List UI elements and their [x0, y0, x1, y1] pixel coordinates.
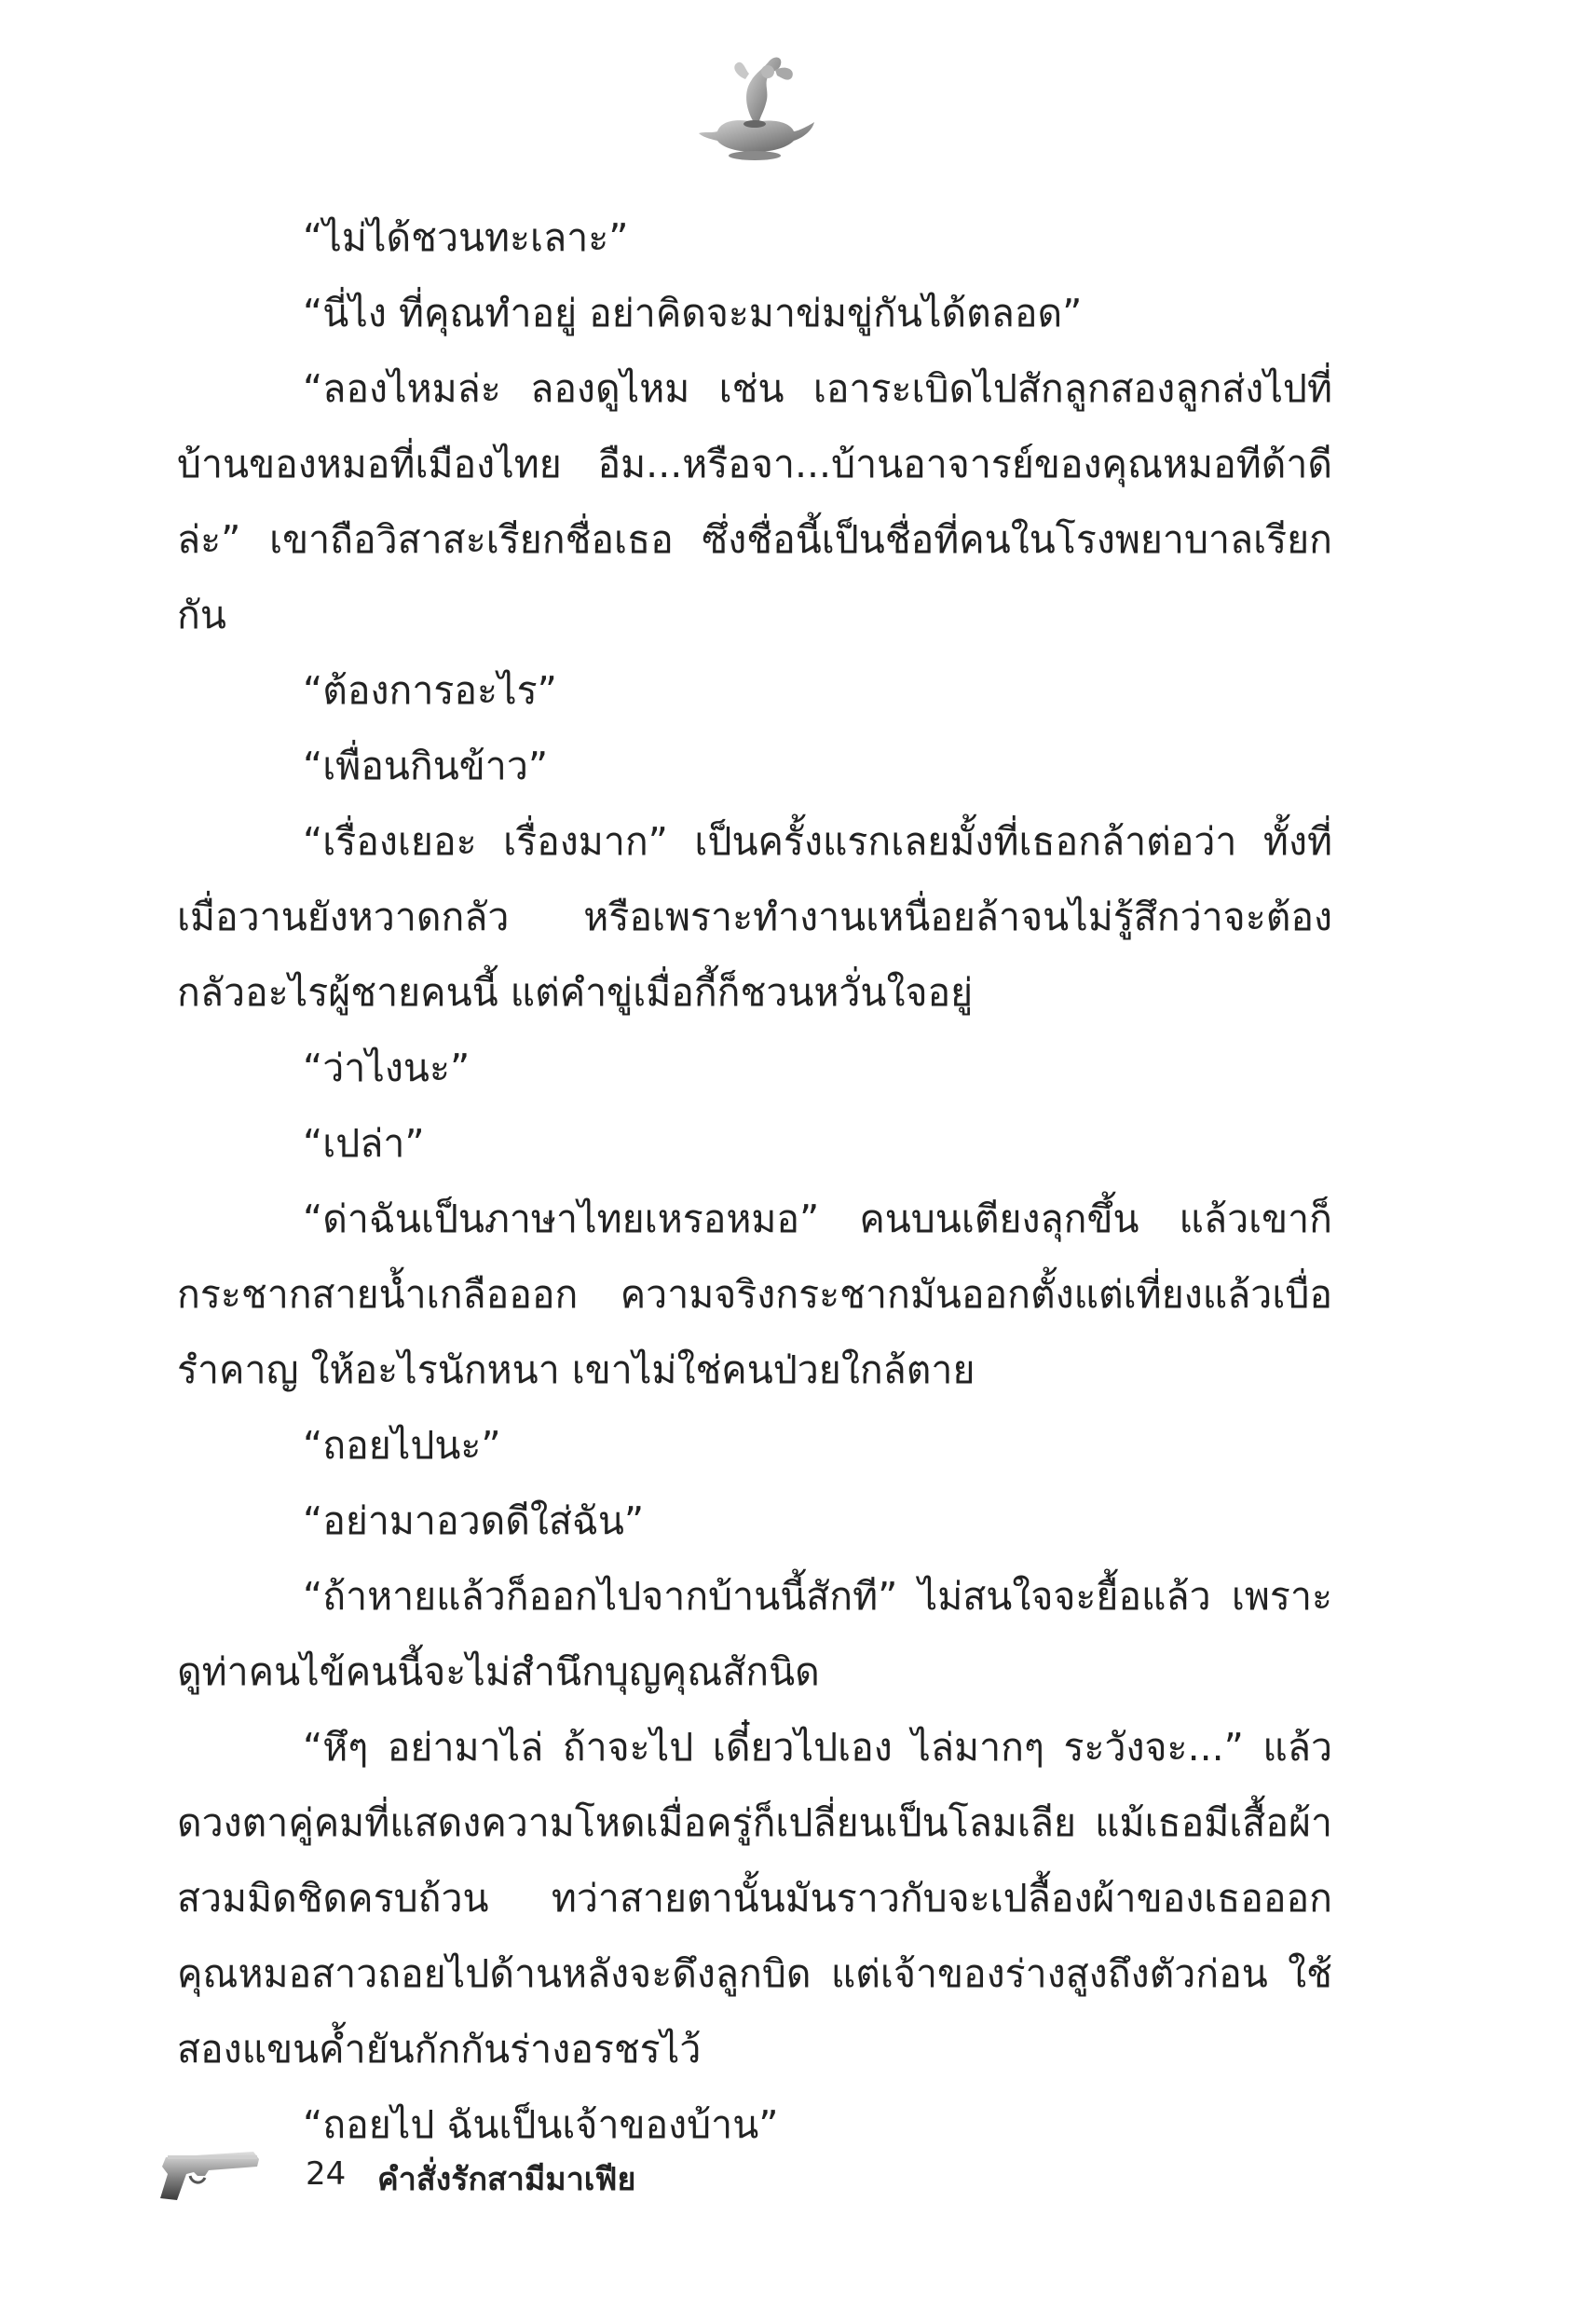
- paragraph: “ไม่ได้ชวนทะเลาะ”: [303, 215, 629, 260]
- paragraph: “ถอยไปนะ”: [303, 1423, 501, 1468]
- paragraph: “ด่าฉันเป็นภาษาไทยเหรอหมอ” คนบนเตียงลุกขึ้น แล้วเขาก็กระชากสายน้ำเกลือออก ความจริงกระชากมันออกตั้งแต่เที่ยงแล้วเบื่อ รำคาญ ให้อะไรนักหนา เขาไม่ใช่คนป่วยใกล้ตาย: [177, 1197, 1332, 1392]
- pistol-icon: [149, 2139, 270, 2213]
- paragraph: “เปล่า”: [303, 1121, 425, 1166]
- chapter-text: [177, 200, 1332, 2163]
- paragraph: “นี่ไง ที่คุณทำอยู่ อย่าคิดจะมาข่มขู่กันได้ตลอด”: [303, 291, 1083, 335]
- paragraph: “หึๆ อย่ามาไล่ ถ้าจะไป เดี๋ยวไปเอง ไล่มากๆ ระวังจะ...” แล้วดวงตาคู่คมที่แสดงความโหดเมื่อครู่ก็เปลี่ยนเป็นโลมเลีย แม้เธอมีเสื้อผ้าสวมมิดชิดครบถ้วน ทว่าสายตานั้นมันราวกับจะเปลื้องผ้าของเธอออก คุณหมอสาวถอยไปด้านหลังจะดึงลูกบิด แต่เจ้าของร่างสูงถึงตัวก่อน ใช้สองแขนค้ำยันกักกันร่างอรชรไว้: [177, 1725, 1332, 2072]
- paragraph: “เรื่องเยอะ เรื่องมาก” เป็นครั้งแรกเลยมั้งที่เธอกล้าต่อว่า ทั้งที่เมื่อวานยังหวาดกลัว หรือเพราะทำงานเหนื่อยล้าจนไม่รู้สึกว่าจะต้องกลัวอะไรผู้ชายคนนี้ แต่คำขู่เมื่อกี้ก็ชวนหวั่นใจอยู่: [177, 819, 1332, 1015]
- paragraph: “ต้องการอะไร”: [303, 668, 557, 713]
- paragraph: “ถ้าหายแล้วก็ออกไปจากบ้านนี้สักที” ไม่สนใจจะยื้อแล้ว เพราะดูท่าคนไข้คนนี้จะไม่สำนึกบุญคุณสักนิด: [177, 1574, 1332, 1694]
- paragraph: “เพื่อนกินข้าว”: [303, 744, 549, 788]
- book-title: คำสั่งรักสามีมาเฟีย: [377, 2161, 636, 2198]
- magic-lamp-genie-icon: [689, 51, 820, 163]
- page-footer: [149, 2139, 801, 2213]
- paragraph: “อย่ามาอวดดีใส่ฉัน”: [303, 1498, 645, 1543]
- paragraph: “ว่าไงนะ”: [303, 1046, 471, 1090]
- paragraph: “ถอยไป ฉันเป็นเจ้าของบ้าน”: [303, 2102, 779, 2147]
- page-number: 24: [306, 2155, 347, 2193]
- paragraph: “ลองไหมล่ะ ลองดูไหม เช่น เอาระเบิดไปสักลูกสองลูกส่งไปที่บ้านของหมอที่เมืองไทย อืม...หรือจา...บ้านอาจารย์ของคุณหมอทีด้าดีล่ะ” เขาถือวิสาสะเรียกชื่อเธอ ซึ่งชื่อนี้เป็นชื่อที่คนในโรงพยาบาลเรียกกัน: [177, 366, 1332, 637]
